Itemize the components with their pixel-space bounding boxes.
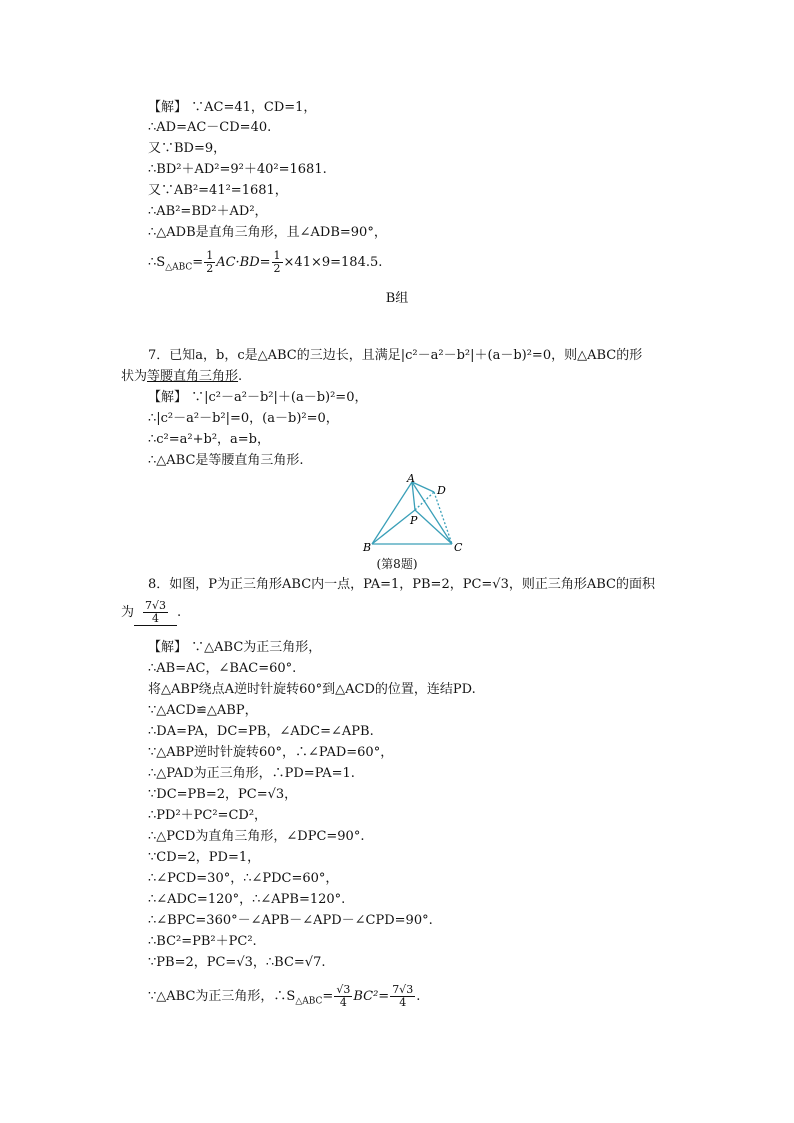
text-segment: . xyxy=(238,369,243,384)
fraction-numerator: 7√3 xyxy=(392,983,414,996)
side-ab xyxy=(372,482,412,544)
figure-caption: (第8题) xyxy=(376,557,418,571)
fraction-denominator: 4 xyxy=(339,996,347,1009)
solution-line: ∴|c²－a²－b²|=0，(a－b)²=0， xyxy=(148,411,339,426)
fraction-root3-over-4 xyxy=(334,984,352,1009)
solution-line: 【解】 ∵AC=41，CD=1， xyxy=(148,100,317,115)
fraction-denominator: 4 xyxy=(399,996,407,1009)
label-c: C xyxy=(454,541,463,554)
fraction-answer xyxy=(390,984,415,1009)
solution-line: ∵CD=2，PD=1， xyxy=(148,850,261,865)
area-formula-line xyxy=(148,250,382,276)
text-segment: ∴S xyxy=(148,255,166,270)
text-segment: BC²= xyxy=(353,989,390,1004)
label-a: A xyxy=(407,472,415,485)
fraction-numerator: 7√3 xyxy=(145,599,167,612)
solution-line: ∴DA=PA，DC=PB，∠ADC=∠APB. xyxy=(148,724,374,739)
solution-line: 又∵BD=9， xyxy=(148,141,227,156)
segment-pd xyxy=(415,492,434,510)
solution-line: 【解】 ∵|c²－a²－b²|＋(a－b)²=0， xyxy=(148,390,368,405)
subscript: △ABC xyxy=(165,262,193,273)
subscript: △ABC xyxy=(295,996,323,1007)
question-8-line xyxy=(121,600,181,626)
solution-line: ∵PB=2，PC=√3，∴BC=√7. xyxy=(148,955,326,970)
fraction-half xyxy=(272,250,283,275)
solution-line: ∴PD²＋PC²=CD²， xyxy=(148,808,268,823)
label-d: D xyxy=(437,484,446,497)
solution-line: ∴BC²=PB²＋PC². xyxy=(148,934,257,949)
question-8-line: 8．如图，P为正三角形ABC内一点，PA=1，PB=2，PC=√3，则正三角形ABC的面积 xyxy=(148,577,655,592)
fraction-numerator: 1 xyxy=(206,249,214,262)
solution-line: ∴AB²=BD²＋AD²， xyxy=(148,204,268,219)
solution-line: ∴∠BPC=360°－∠APB－∠APD－∠CPD=90°. xyxy=(148,913,433,928)
fraction-denominator: 2 xyxy=(206,262,214,275)
label-p: P xyxy=(410,514,418,527)
section-heading: B组 xyxy=(385,291,409,306)
segment-bp xyxy=(372,510,415,544)
text-segment: . xyxy=(416,989,421,1004)
text-segment: AC·BD= xyxy=(216,255,271,270)
solution-line: ∵△ABP逆时针旋转60°，∴∠PAD=60°， xyxy=(148,745,394,760)
solution-line: ∵△ACD≌△ABP， xyxy=(148,703,258,718)
solution-line: ∴BD²＋AD²=9²＋40²=1681. xyxy=(148,162,327,177)
text-segment: = xyxy=(192,255,204,270)
text-segment: = xyxy=(322,989,334,1004)
question-7-line xyxy=(121,369,242,385)
fraction-half xyxy=(204,250,215,275)
text-segment: ∵△ABC为正三角形，∴S xyxy=(148,989,296,1004)
solution-line: ∴△ABC是等腰直角三角形. xyxy=(148,453,304,468)
solution-line: ∵DC=PB=2，PC=√3， xyxy=(148,787,298,802)
solution-line: ∴△PCD为直角三角形，∠DPC=90°. xyxy=(148,829,365,844)
solution-line: ∴∠ADC=120°，∴∠APB=120°. xyxy=(148,892,346,907)
solution-line: 将△ABP绕点A逆时针旋转60°到△ACD的位置，连结PD. xyxy=(148,682,476,697)
text-segment: . xyxy=(177,605,182,620)
fraction-numerator: √3 xyxy=(336,983,351,996)
fraction-denominator: 2 xyxy=(273,262,281,275)
label-b: B xyxy=(363,541,372,554)
text-segment: ×41×9=184.5. xyxy=(283,255,383,270)
text-segment: 状为 xyxy=(121,369,148,384)
fraction-denominator: 4 xyxy=(152,612,160,625)
solution-line: 【解】 ∵△ABC为正三角形， xyxy=(148,640,322,655)
triangle-figure xyxy=(360,470,470,555)
text-segment: 为 xyxy=(121,605,135,620)
solution-line: ∴△ADB是直角三角形，且∠ADB=90°， xyxy=(148,225,387,240)
area-formula-line xyxy=(148,984,420,1010)
solution-line: ∴∠PCD=30°，∴∠PDC=60°， xyxy=(148,871,339,886)
answer-fraction xyxy=(143,600,168,625)
solution-line: ∴AB=AC，∠BAC=60°. xyxy=(148,661,297,676)
fraction-numerator: 1 xyxy=(273,249,281,262)
solution-line: ∴△PAD为正三角形，∴PD=PA=1. xyxy=(148,766,355,781)
answer-blank: 等腰直角三角形 xyxy=(147,369,239,384)
solution-line: ∴c²=a²+b²，a=b， xyxy=(148,432,271,447)
solution-line: ∴AD=AC－CD=40. xyxy=(148,120,272,135)
solution-line: 又∵AB²=41²=1681， xyxy=(148,183,288,198)
answer-blank xyxy=(134,600,177,626)
question-7-line: 7．已知a，b，c是△ABC的三边长，且满足|c²－a²－b²|＋(a－b)²=0，则△ABC的形 xyxy=(148,348,643,363)
